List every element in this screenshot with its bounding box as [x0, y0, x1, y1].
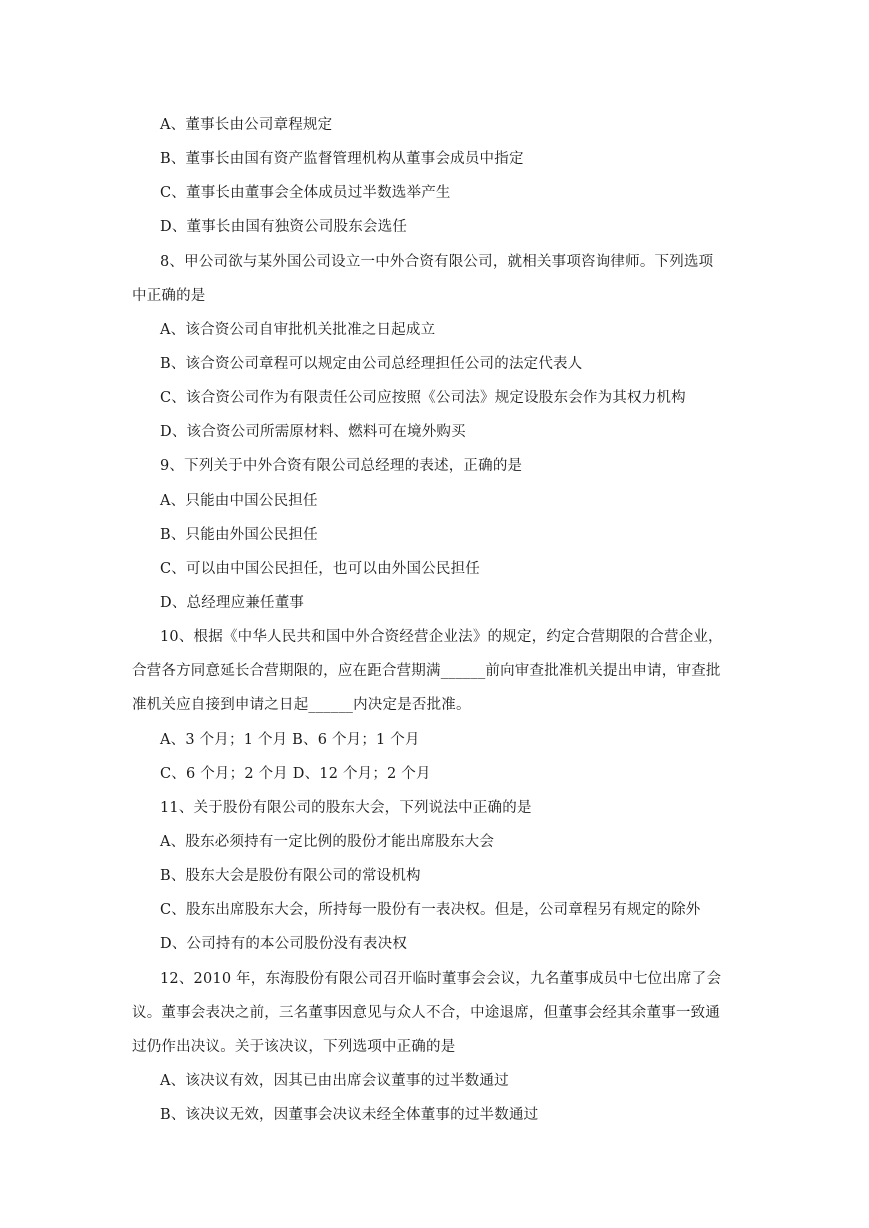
question-10-line-2: 合营各方同意延长合营期限的，应在距合营期满______前向审查批准机关提出申请，审查批 — [132, 663, 721, 680]
option-line: C、可以由中国公民担任，也可以由外国公民担任 — [160, 560, 480, 577]
option-line: C、股东出席股东大会，所持每一股份有一表决权。但是，公司章程另有规定的除外 — [160, 902, 701, 919]
question-8-line-1: 8、甲公司欲与某外国公司设立一中外合资有限公司，就相关事项咨询律师。下列选项 — [160, 253, 714, 270]
option-line: D、总经理应兼任董事 — [160, 594, 305, 611]
question-9: 9、下列关于中外合资有限公司总经理的表述，正确的是 — [160, 458, 523, 475]
option-line: D、董事长由国有独资公司股东会选任 — [160, 219, 408, 236]
question-12-line-2: 议。董事会表决之前，三名董事因意见与众人不合，中途退席，但董事会经其余董事一致通 — [132, 1004, 720, 1021]
question-10-line-1: 10、根据《中华人民共和国中外合资经营企业法》的规定，约定合营期限的合营企业， — [160, 629, 723, 646]
option-line: A、只能由中国公民担任 — [160, 492, 318, 509]
option-line: B、该合资公司章程可以规定由公司总经理担任公司的法定代表人 — [160, 355, 583, 372]
option-line: B、股东大会是股份有限公司的常设机构 — [160, 868, 421, 885]
option-line: A、该合资公司自审批机关批准之日起成立 — [160, 321, 436, 338]
option-line: C、董事长由董事会全体成员过半数选举产生 — [160, 185, 451, 202]
option-line: D、该合资公司所需原材料、燃料可在境外购买 — [160, 424, 466, 441]
document-body — [132, 108, 772, 1132]
option-line: C、6 个月；2 个月 D、12 个月；2 个月 — [160, 765, 431, 782]
option-line: B、只能由外国公民担任 — [160, 526, 318, 543]
option-line: B、该决议无效，因董事会决议未经全体董事的过半数通过 — [160, 1107, 539, 1124]
question-12-line-1: 12、2010 年，东海股份有限公司召开临时董事会会议，九名董事成员中七位出席了会 — [160, 970, 722, 987]
option-line: A、董事长由公司章程规定 — [160, 117, 333, 133]
question-11: 11、关于股份有限公司的股东大会，下列说法中正确的是 — [160, 799, 532, 816]
option-line: A、3 个月；1 个月 B、6 个月；1 个月 — [160, 731, 420, 748]
question-8-line-2: 中正确的是 — [132, 287, 206, 304]
option-line: D、公司持有的本公司股份没有表决权 — [160, 936, 408, 953]
option-line: A、股东必须持有一定比例的股份才能出席股东大会 — [160, 833, 495, 850]
option-line: C、该合资公司作为有限责任公司应按照《公司法》规定设股东会作为其权力机构 — [160, 390, 686, 407]
option-line: A、该决议有效，因其已由出席会议董事的过半数通过 — [160, 1072, 509, 1089]
option-line: B、董事长由国有资产监督管理机构从董事会成员中指定 — [160, 151, 524, 168]
question-10-line-3: 准机关应自接到申请之日起______内决定是否批准。 — [132, 697, 471, 714]
question-12-line-3: 过仍作出决议。关于该决议，下列选项中正确的是 — [132, 1038, 456, 1055]
